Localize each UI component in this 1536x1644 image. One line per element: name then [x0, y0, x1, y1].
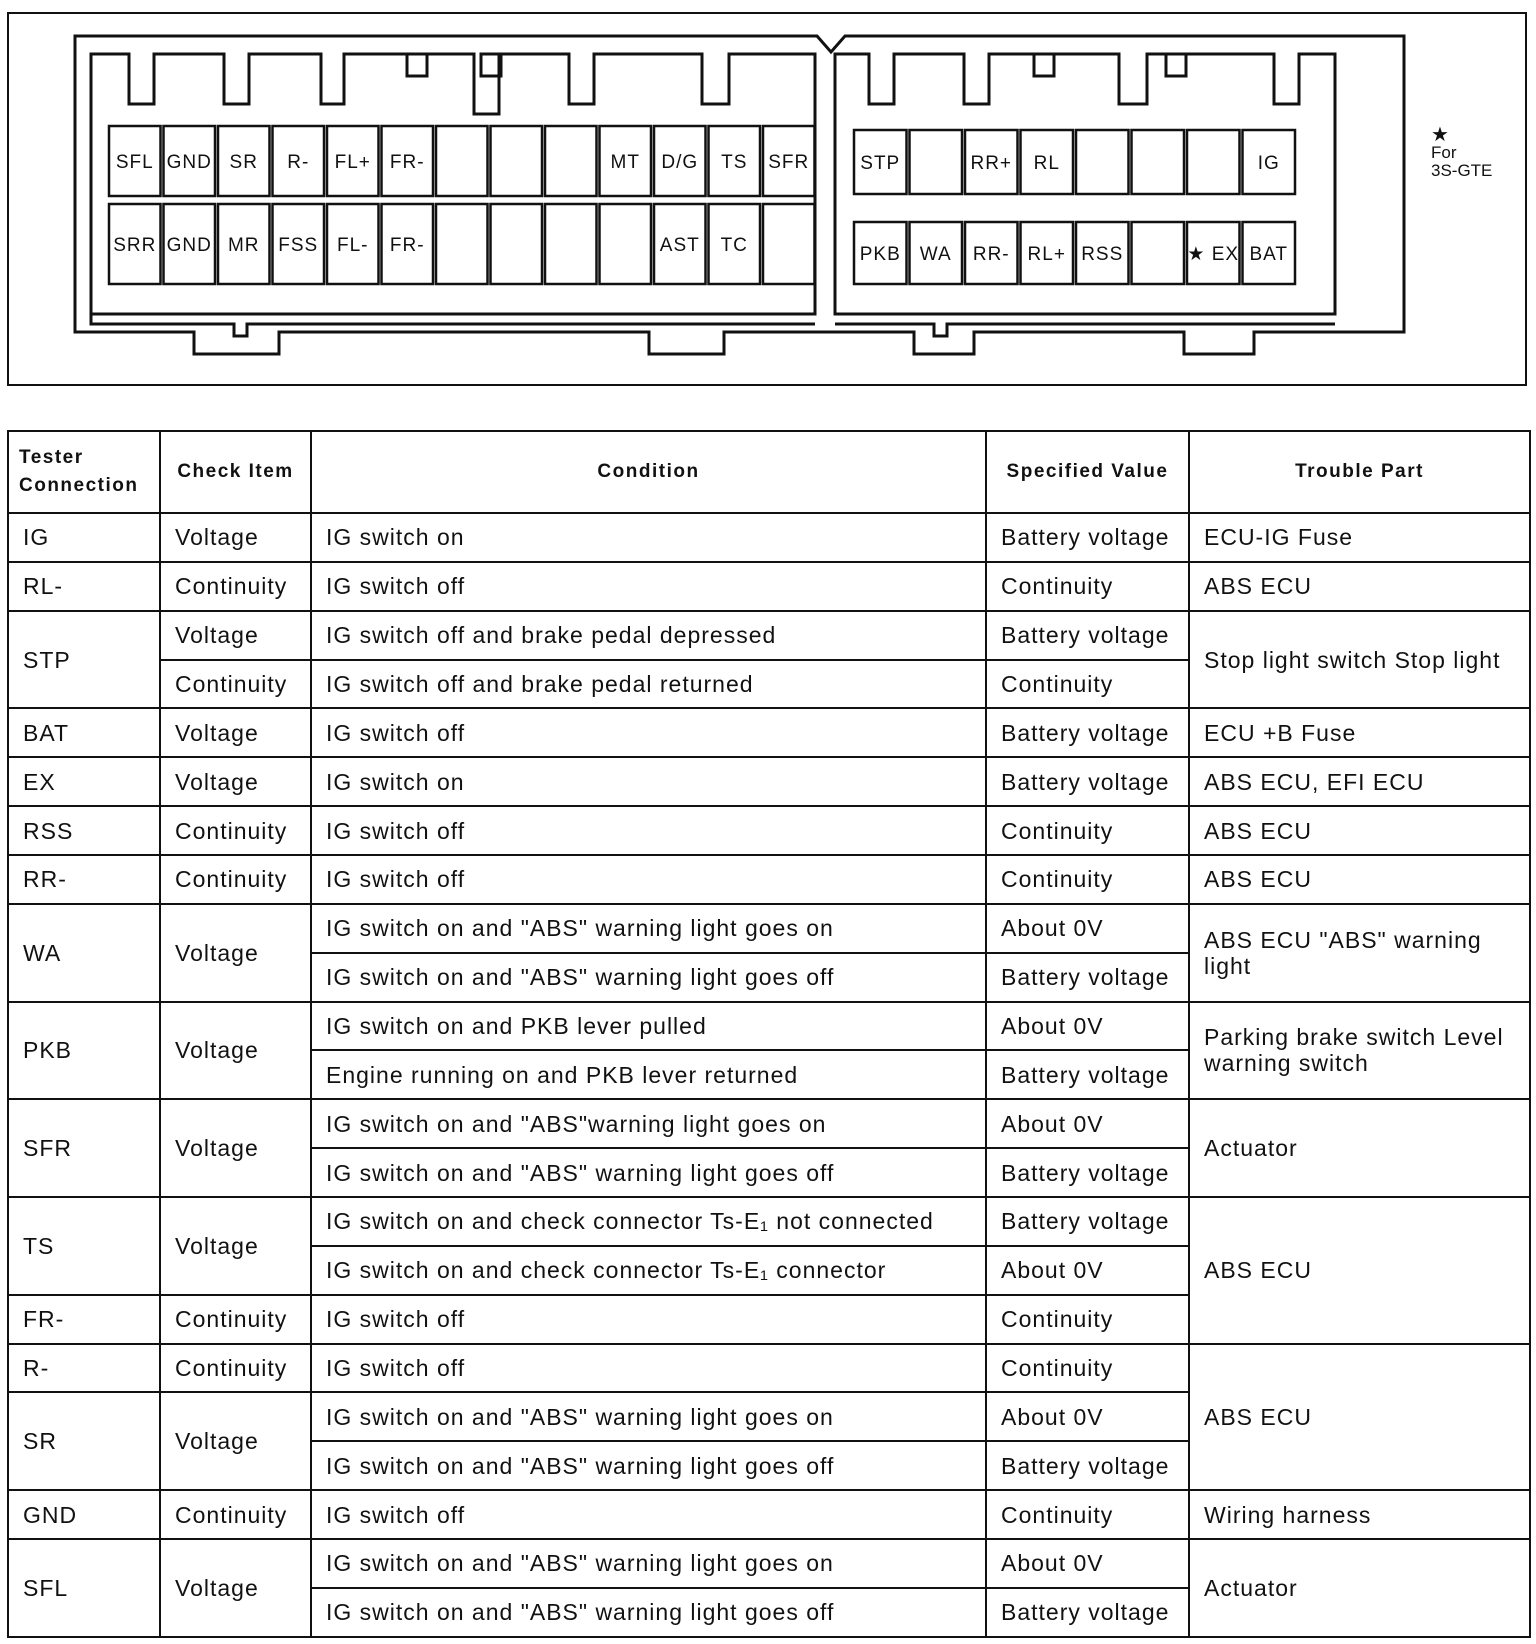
header-tester-connection — [8, 431, 160, 513]
condition-cell: IG switch off — [311, 1344, 986, 1393]
condition-cell: Engine running on and PKB lever returned — [311, 1050, 986, 1099]
pin-cavity-left-top-6 — [436, 126, 488, 196]
condition-cell: IG switch off — [311, 806, 986, 855]
pin-cavity-right-top-6 — [1187, 130, 1240, 194]
trouble-cell: ABS ECU "ABS" warning light — [1189, 904, 1530, 1002]
trouble-cell: Actuator — [1189, 1539, 1530, 1637]
connector-diagram — [7, 12, 1527, 386]
pin-label: TS — [721, 152, 748, 173]
check-item-cell: Voltage — [160, 1197, 311, 1295]
check-item-cell: Continuity — [160, 1344, 311, 1393]
check-item-cell: Continuity — [160, 806, 311, 855]
pin-label: SFR — [768, 152, 810, 173]
check-item-cell: Voltage — [160, 1099, 311, 1197]
pin-label: RR+ — [970, 153, 1013, 174]
condition-cell: IG switch on — [311, 513, 986, 562]
pin-label: WA — [919, 244, 952, 265]
terminal-cell: SR — [8, 1392, 160, 1490]
condition-cell: IG switch off — [311, 1295, 986, 1344]
pin-label: RR- — [972, 244, 1010, 265]
condition-cell: IG switch off — [311, 1490, 986, 1539]
check-item-cell: Voltage — [160, 1392, 311, 1490]
trouble-cell: ABS ECU — [1189, 1197, 1530, 1344]
check-item-cell: Voltage — [160, 708, 311, 757]
table-row — [8, 562, 1530, 611]
check-item-cell: Voltage — [160, 611, 311, 660]
header-condition: Condition — [311, 431, 986, 513]
check-item-cell: Continuity — [160, 855, 311, 904]
terminal-cell: R- — [8, 1344, 160, 1393]
terminal-cell: STP — [8, 611, 160, 709]
condition-cell: IG switch off and brake pedal returned — [311, 660, 986, 709]
value-cell: About 0V — [986, 1392, 1189, 1441]
pin-cavity-left-bottom-8 — [545, 204, 597, 284]
value-cell: About 0V — [986, 904, 1189, 953]
table-row — [8, 1539, 1530, 1588]
header-tester-line1: Tester — [19, 447, 84, 468]
pin-label: GND — [166, 152, 212, 173]
trouble-cell: ABS ECU, EFI ECU — [1189, 757, 1530, 806]
table-row — [8, 1344, 1530, 1393]
pin-cavity-right-top-1 — [910, 130, 963, 194]
value-cell: Battery voltage — [986, 1441, 1189, 1490]
pin-label: TC — [720, 235, 748, 256]
condition-cell: IG switch on and PKB lever pulled — [311, 1002, 986, 1051]
value-cell: Battery voltage — [986, 513, 1189, 562]
pin-label: MR — [227, 235, 260, 256]
trouble-cell: ABS ECU — [1189, 806, 1530, 855]
condition-cell: IG switch off — [311, 708, 986, 757]
trouble-cell: ECU +B Fuse — [1189, 708, 1530, 757]
pin-label: GND — [166, 235, 212, 256]
check-item-cell: Voltage — [160, 513, 311, 562]
condition-cell: IG switch off and brake pedal depressed — [311, 611, 986, 660]
value-cell: Battery voltage — [986, 953, 1189, 1002]
pin-cavity-left-top-7 — [491, 126, 543, 196]
terminal-cell: PKB — [8, 1002, 160, 1100]
check-item-cell: Voltage — [160, 1002, 311, 1100]
header-tester-line2: Connection — [19, 475, 139, 496]
pin-label: MT — [610, 152, 640, 173]
header-trouble-part: Trouble Part — [1189, 431, 1530, 513]
condition-cell: IG switch on and "ABS" warning light goes on — [311, 1392, 986, 1441]
pin-cavity-left-bottom-9 — [600, 204, 652, 284]
pin-label: AST — [659, 235, 700, 256]
trouble-cell: Actuator — [1189, 1099, 1530, 1197]
terminal-cell: SFL — [8, 1539, 160, 1637]
value-cell: About 0V — [986, 1099, 1189, 1148]
condition-cell: IG switch on and "ABS" warning light goes off — [311, 1148, 986, 1197]
value-cell: Continuity — [986, 1344, 1189, 1393]
pin-label: STP — [860, 153, 901, 174]
terminal-cell: WA — [8, 904, 160, 1002]
terminal-cell: EX — [8, 757, 160, 806]
note-line-2: 3S-GTE — [1431, 161, 1493, 180]
condition-cell: IG switch on and "ABS" warning light goes on — [311, 904, 986, 953]
table-row — [8, 1002, 1530, 1051]
pin-cavity-left-bottom-7 — [491, 204, 543, 284]
trouble-cell: ABS ECU — [1189, 855, 1530, 904]
terminal-cell: IG — [8, 513, 160, 562]
table-row — [8, 806, 1530, 855]
trouble-cell: Stop light switch Stop light — [1189, 611, 1530, 709]
condition-cell: IG switch on and "ABS" warning light goes on — [311, 1539, 986, 1588]
terminal-cell: SFR — [8, 1099, 160, 1197]
star-icon: ★ — [1431, 124, 1449, 146]
value-cell: Continuity — [986, 562, 1189, 611]
pin-label: RL — [1033, 153, 1060, 174]
condition-cell: IG switch on and "ABS" warning light goes off — [311, 1588, 986, 1637]
condition-cell: IG switch on and "ABS" warning light goes off — [311, 953, 986, 1002]
check-item-cell: Voltage — [160, 757, 311, 806]
pin-label: D/G — [661, 152, 699, 173]
check-item-cell: Continuity — [160, 1490, 311, 1539]
terminal-cell: GND — [8, 1490, 160, 1539]
check-item-cell: Voltage — [160, 904, 311, 1002]
terminal-cell: RR- — [8, 855, 160, 904]
terminal-cell: RL- — [8, 562, 160, 611]
pin-cavity-left-top-8 — [545, 126, 597, 196]
pin-label: BAT — [1249, 244, 1289, 265]
table-row — [8, 855, 1530, 904]
value-cell: Battery voltage — [986, 611, 1189, 660]
connector-outline — [9, 14, 1525, 384]
trouble-cell: Parking brake switch Level warning switch — [1189, 1002, 1530, 1100]
header-specified-value: Specified Value — [986, 431, 1189, 513]
variant-note — [1431, 126, 1492, 180]
table-row — [8, 611, 1530, 660]
note-line-1: For — [1431, 143, 1457, 162]
pin-cavity-right-top-4 — [1076, 130, 1129, 194]
table-row — [8, 513, 1530, 562]
value-cell: Battery voltage — [986, 1148, 1189, 1197]
pin-label: ★ EX — [1187, 244, 1240, 265]
pin-label: SRR — [113, 235, 157, 256]
pin-cavity-left-bottom-12 — [763, 204, 815, 284]
value-cell: Battery voltage — [986, 1050, 1189, 1099]
trouble-cell: ABS ECU — [1189, 1344, 1530, 1491]
value-cell: Battery voltage — [986, 757, 1189, 806]
terminal-cell: RSS — [8, 806, 160, 855]
pin-label: FL- — [337, 235, 369, 256]
value-cell: About 0V — [986, 1246, 1189, 1295]
table-row — [8, 708, 1530, 757]
pin-label: R- — [287, 152, 310, 173]
terminal-cell: FR- — [8, 1295, 160, 1344]
value-cell: Continuity — [986, 1295, 1189, 1344]
value-cell: Battery voltage — [986, 708, 1189, 757]
condition-cell: IG switch on and check connector Ts-E₁ not connected — [311, 1197, 986, 1246]
pin-cavity-right-top-5 — [1132, 130, 1185, 194]
value-cell: Battery voltage — [986, 1197, 1189, 1246]
pin-cavity-right-bottom-5 — [1132, 222, 1185, 284]
condition-cell: IG switch off — [311, 855, 986, 904]
check-item-cell: Continuity — [160, 1295, 311, 1344]
pin-label: FSS — [278, 235, 319, 256]
check-item-cell: Voltage — [160, 1539, 311, 1637]
table-row — [8, 1197, 1530, 1246]
pin-label: SR — [229, 152, 258, 173]
value-cell: Continuity — [986, 855, 1189, 904]
pin-label: FL+ — [334, 152, 371, 173]
terminal-cell: TS — [8, 1197, 160, 1295]
table-row — [8, 1099, 1530, 1148]
pin-label: IG — [1257, 153, 1280, 174]
condition-cell: IG switch on — [311, 757, 986, 806]
trouble-cell: Wiring harness — [1189, 1490, 1530, 1539]
trouble-cell: ECU-IG Fuse — [1189, 513, 1530, 562]
table-row — [8, 904, 1530, 953]
pin-label: FR- — [389, 152, 425, 173]
condition-cell: IG switch off — [311, 562, 986, 611]
pin-label: RSS — [1081, 244, 1124, 265]
trouble-cell: ABS ECU — [1189, 562, 1530, 611]
value-cell: About 0V — [986, 1002, 1189, 1051]
value-cell: About 0V — [986, 1539, 1189, 1588]
check-item-cell: Continuity — [160, 562, 311, 611]
pin-label: FR- — [389, 235, 425, 256]
header-check-item: Check Item — [160, 431, 311, 513]
pin-label: PKB — [859, 244, 901, 265]
pin-cavity-left-bottom-6 — [436, 204, 488, 284]
table-row — [8, 757, 1530, 806]
value-cell: Continuity — [986, 806, 1189, 855]
value-cell: Continuity — [986, 660, 1189, 709]
value-cell: Battery voltage — [986, 1588, 1189, 1637]
header-row — [8, 431, 1530, 513]
value-cell: Continuity — [986, 1490, 1189, 1539]
pin-label: RL+ — [1027, 244, 1066, 265]
pin-label: SFL — [115, 152, 154, 173]
condition-cell: IG switch on and check connector Ts-E₁ connector — [311, 1246, 986, 1295]
terminal-cell: BAT — [8, 708, 160, 757]
condition-cell: IG switch on and "ABS" warning light goes off — [311, 1441, 986, 1490]
condition-cell: IG switch on and "ABS"warning light goes on — [311, 1099, 986, 1148]
table-row — [8, 1490, 1530, 1539]
check-item-cell: Continuity — [160, 660, 311, 709]
terminal-check-table — [7, 430, 1531, 1638]
